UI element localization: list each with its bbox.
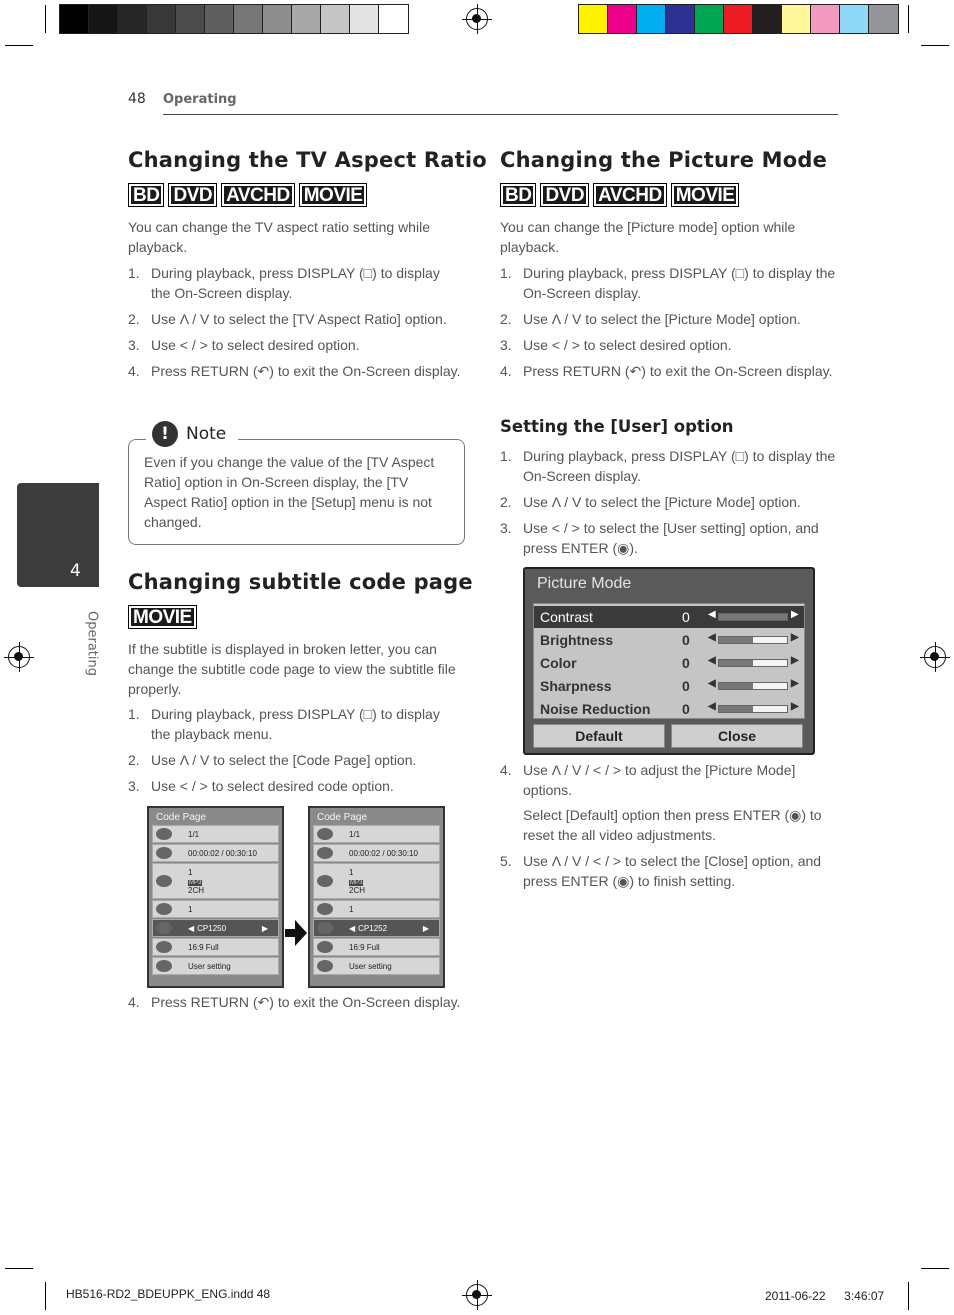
color-swatch bbox=[350, 5, 379, 33]
code-page-row: ◀ CP1252 ▶ bbox=[313, 919, 440, 937]
step-item: 1. During playback, press DISPLAY (□) to display the On-Screen display. bbox=[500, 448, 836, 484]
code-page-icon bbox=[156, 922, 172, 934]
section-title-aspect: Changing the TV Aspect Ratio bbox=[128, 148, 487, 172]
badge-movie: MOVIE bbox=[671, 183, 740, 207]
picture-steps-continued bbox=[500, 760, 836, 897]
color-swatch bbox=[263, 5, 292, 33]
level-bar bbox=[718, 682, 788, 690]
aspect-icon bbox=[317, 941, 333, 953]
section-name: Operating bbox=[163, 92, 237, 107]
osd-row-brightness[interactable]: Brightness 0 ◀ ▶ bbox=[540, 632, 799, 648]
color-swatch bbox=[724, 5, 753, 33]
crop-mark bbox=[45, 1282, 46, 1310]
step-item: 1. During playback, press DISPLAY (□) to display the playback menu. bbox=[128, 706, 440, 742]
step-item: 4. Press RETURN (↶) to exit the On-Screen display. bbox=[500, 363, 833, 379]
color-swatch bbox=[118, 5, 147, 33]
color-swatch bbox=[292, 5, 321, 33]
title-row: 1/1 bbox=[313, 825, 440, 843]
footer-filename: HB516-RD2_BDEUPPK_ENG.indd 48 bbox=[66, 1287, 271, 1301]
color-swatch bbox=[176, 5, 205, 33]
step-item: 3. Use < / > to select desired code option. bbox=[128, 778, 394, 794]
aspect-icon bbox=[156, 941, 172, 953]
aspect-row: 16:9 Full bbox=[152, 938, 279, 956]
audio-icon bbox=[156, 875, 172, 887]
clock-icon bbox=[317, 847, 333, 859]
color-swatch bbox=[321, 5, 350, 33]
registration-mark-icon bbox=[466, 1284, 488, 1306]
registration-mark-icon bbox=[8, 646, 30, 668]
disc-badges bbox=[128, 183, 367, 207]
color-swatch bbox=[379, 5, 408, 33]
chapter-tab bbox=[17, 483, 99, 587]
color-swatch bbox=[234, 5, 263, 33]
right-arrow-icon: ▶ bbox=[791, 655, 799, 666]
badge-bd: BD bbox=[128, 183, 164, 207]
color-swatch bbox=[695, 5, 724, 33]
picture-icon bbox=[156, 960, 172, 972]
crop-mark bbox=[5, 45, 33, 46]
color-swatch bbox=[89, 5, 118, 33]
step-item: 3. Use < / > to select desired option. bbox=[500, 337, 732, 353]
disc-badges bbox=[128, 605, 197, 629]
section-title-subtitle: Changing subtitle code page bbox=[128, 570, 473, 594]
picture-row: User setting bbox=[313, 957, 440, 975]
time-row: 00:00:02 / 00:30:10 bbox=[152, 844, 279, 862]
left-arrow-icon: ◀ bbox=[708, 678, 716, 689]
step-item: 2. Use Λ / V to select the [TV Aspect Ratio] option. bbox=[128, 311, 447, 327]
audio-icon bbox=[317, 875, 333, 887]
note-title: Note bbox=[186, 424, 227, 444]
subtitle-intro: If the subtitle is displayed in broken letter, you can change the subtitle code page to view the subtitle file properly. bbox=[128, 641, 456, 697]
subtitle-row: 1 bbox=[152, 900, 279, 918]
section-title-picture: Changing the Picture Mode bbox=[500, 148, 828, 172]
osd-title: Picture Mode bbox=[537, 575, 632, 592]
badge-movie: MOVIE bbox=[299, 183, 368, 207]
subtitle-steps bbox=[128, 704, 463, 802]
gray-color-bar bbox=[59, 4, 409, 34]
right-arrow-icon: ▶ bbox=[791, 678, 799, 689]
header-rule bbox=[163, 114, 838, 115]
crop-mark bbox=[908, 1282, 909, 1310]
note-text: Even if you change the value of the [TV Aspect Ratio] option in On-Screen display, the [TV Aspect Ratio] option in the [Setup] menu is not changed. bbox=[144, 454, 435, 530]
step-item: 1. During playback, press DISPLAY (□) to display the On-Screen display. bbox=[128, 265, 440, 301]
osd-settings-list bbox=[533, 603, 805, 719]
level-bar bbox=[718, 659, 788, 667]
exclamation-icon: ! bbox=[152, 421, 178, 447]
subtitle-icon bbox=[156, 903, 172, 915]
note-header bbox=[146, 421, 238, 447]
code-page-row: ◀ CP1250 ▶ bbox=[152, 919, 279, 937]
audio-row: 1 MP3 2CH bbox=[152, 863, 279, 899]
code-page-screen-after bbox=[308, 806, 445, 988]
color-swatch bbox=[811, 5, 840, 33]
subtitle-row: 1 bbox=[313, 900, 440, 918]
close-button[interactable]: Close bbox=[671, 724, 803, 748]
code-page-screen-before bbox=[147, 806, 284, 988]
audio-row: 1 MP3 2CH bbox=[313, 863, 440, 899]
right-arrow-icon: ▶ bbox=[791, 632, 799, 643]
badge-dvd: DVD bbox=[168, 183, 217, 207]
osd-row-color[interactable]: Color 0 ◀ ▶ bbox=[540, 655, 799, 671]
step-item: 2. Use Λ / V to select the [Code Page] option. bbox=[128, 752, 417, 768]
screen-title: Code Page bbox=[156, 812, 207, 823]
badge-bd: BD bbox=[500, 183, 536, 207]
picture-intro: You can change the [Picture mode] option while playback. bbox=[500, 219, 796, 255]
color-bar bbox=[578, 4, 899, 34]
level-bar bbox=[718, 705, 788, 713]
color-swatch bbox=[60, 5, 89, 33]
right-arrow-icon bbox=[285, 920, 307, 946]
picture-steps bbox=[500, 263, 836, 387]
badge-dvd: DVD bbox=[540, 183, 589, 207]
level-bar bbox=[718, 613, 788, 621]
title-row: 1/1 bbox=[152, 825, 279, 843]
user-steps bbox=[500, 446, 836, 564]
badge-movie: MOVIE bbox=[128, 605, 197, 629]
color-swatch bbox=[782, 5, 811, 33]
step-item: 4. Press RETURN (↶) to exit the On-Screen display. bbox=[128, 363, 461, 379]
chapter-number: 4 bbox=[70, 561, 81, 581]
aspect-row: 16:9 Full bbox=[313, 938, 440, 956]
step-item: 3. Use < / > to select desired option. bbox=[128, 337, 360, 353]
aspect-intro: You can change the TV aspect ratio setting while playback. bbox=[128, 219, 430, 255]
color-swatch bbox=[666, 5, 695, 33]
color-swatch bbox=[205, 5, 234, 33]
color-swatch bbox=[840, 5, 869, 33]
color-swatch bbox=[753, 5, 782, 33]
color-swatch bbox=[147, 5, 176, 33]
crop-mark bbox=[921, 45, 949, 46]
color-swatch bbox=[869, 5, 898, 33]
registration-mark-icon bbox=[924, 646, 946, 668]
left-arrow-icon: ◀ bbox=[708, 701, 716, 712]
clock-icon bbox=[156, 847, 172, 859]
chapter-label: Operating bbox=[84, 611, 100, 676]
crop-mark bbox=[908, 5, 909, 33]
registration-mark-icon bbox=[466, 8, 488, 30]
disc-icon bbox=[156, 828, 172, 840]
user-option-title: Setting the [User] option bbox=[500, 417, 734, 436]
badge-avchd: AVCHD bbox=[221, 183, 295, 207]
color-swatch bbox=[579, 5, 608, 33]
picture-row: User setting bbox=[152, 957, 279, 975]
step-item: 4. Press RETURN (↶) to exit the On-Screen display. bbox=[128, 994, 461, 1010]
osd-row-noise-reduction[interactable]: Noise Reduction 0 ◀ ▶ bbox=[540, 701, 799, 717]
crop-mark bbox=[921, 1268, 949, 1269]
time-row: 00:00:02 / 00:30:10 bbox=[313, 844, 440, 862]
subtitle-icon bbox=[317, 903, 333, 915]
crop-mark bbox=[5, 1268, 33, 1269]
osd-row-contrast[interactable]: Contrast 0 ◀ ▶ bbox=[534, 606, 804, 628]
picture-icon bbox=[317, 960, 333, 972]
page-number: 48 bbox=[128, 91, 146, 107]
disc-icon bbox=[317, 828, 333, 840]
code-page-icon bbox=[317, 922, 333, 934]
left-arrow-icon: ◀ bbox=[708, 632, 716, 643]
step-item: 4. Use Λ / V / < / > to adjust the [Picture Mode] options. Select [Default] option then press ENTER (◉) to reset the all video adjustments. bbox=[500, 762, 822, 843]
right-arrow-icon: ▶ bbox=[791, 609, 799, 620]
step-item: 2. Use Λ / V to select the [Picture Mode] option. bbox=[500, 494, 801, 510]
osd-row-sharpness[interactable]: Sharpness 0 ◀ ▶ bbox=[540, 678, 799, 694]
level-bar bbox=[718, 636, 788, 644]
crop-mark bbox=[45, 5, 46, 33]
right-arrow-icon: ▶ bbox=[791, 701, 799, 712]
picture-mode-osd bbox=[523, 567, 815, 755]
step-item: 5. Use Λ / V / < / > to select the [Close] option, and press ENTER (◉) to finish setting. bbox=[500, 853, 822, 889]
footer-timestamp: 2011-06-22 3:46:07 bbox=[765, 1289, 885, 1303]
color-swatch bbox=[608, 5, 637, 33]
badge-avchd: AVCHD bbox=[593, 183, 667, 207]
disc-badges bbox=[500, 183, 739, 207]
step-item: 2. Use Λ / V to select the [Picture Mode] option. bbox=[500, 311, 801, 327]
left-arrow-icon: ◀ bbox=[708, 609, 716, 620]
default-button[interactable]: Default bbox=[533, 724, 665, 748]
step-item: 1. During playback, press DISPLAY (□) to display the On-Screen display. bbox=[500, 265, 836, 301]
subtitle-step-4 bbox=[128, 992, 463, 1018]
color-swatch bbox=[637, 5, 666, 33]
aspect-steps bbox=[128, 263, 463, 387]
left-arrow-icon: ◀ bbox=[708, 655, 716, 666]
screen-title: Code Page bbox=[317, 812, 368, 823]
step-item: 3. Use < / > to select the [User setting] option, and press ENTER (◉). bbox=[500, 520, 819, 556]
